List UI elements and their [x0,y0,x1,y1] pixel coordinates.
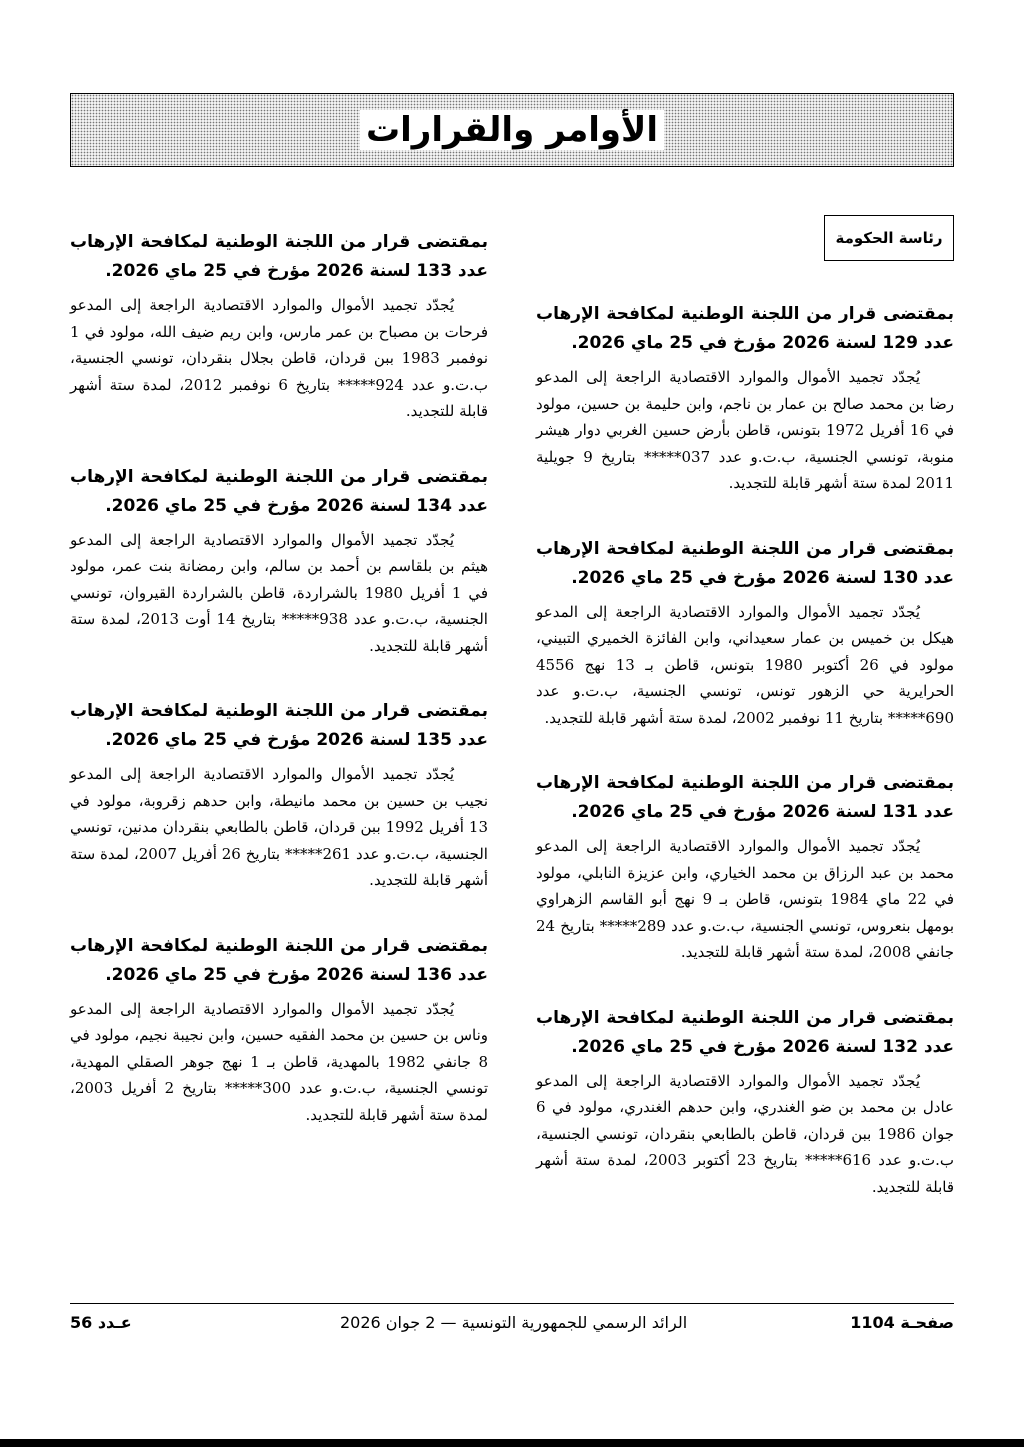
decision-title: بمقتضى قرار من اللجنة الوطنية لمكافحة الإرهاب عدد 131 لسنة 2026 مؤرخ في 25 ماي 2026. [536,773,954,822]
decision-body: يُجدّد تجميد الأموال والموارد الاقتصادية الراجعة إلى المدعو نجيب بن حسين بن محمد مانيطة، وابن حدهم زقروبة، مولود في 13 أفريل 1992 ببن قردان، قاطن بالطابعي بنقردان مدنين، تونسي الجنسية، ب.ت.و عدد 261***** بتاريخ 26 أفريل 2007، لمدة ستة أشهر قابلة للتجديد. [70,765,488,889]
decision-136 [70,932,488,1129]
decision-130 [536,535,954,732]
decision-body: يُجدّد تجميد الأموال والموارد الاقتصادية الراجعة إلى المدعو وناس بن حسين بن محمد الفقيه حسين، وابن نجيبة نجيم، مولود في 8 جانفي 1982 بالمهدية، قاطن بـ 1 نهج جوهر الصقلي المهدية، تونسي الجنسية، ب.ت.و عدد 300***** بتاريخ 2 أفريل 2003، لمدة ستة أشهر قابلة للتجديد. [70,999,488,1124]
decision-title: بمقتضى قرار من اللجنة الوطنية لمكافحة الإرهاب عدد 135 لسنة 2026 مؤرخ في 25 ماي 2026. [70,701,488,750]
right-column [536,300,954,1238]
decision-body: يُجدّد تجميد الأموال والموارد الاقتصادية الراجعة إلى المدعو فرحات بن مصباح بن عمر مارس، وابن ريم ضيف الله، مولود في 1 نوفمبر 1983 ببن قردان، قاطن بجلال بنقردان، تونسي الجنسية، ب.ت.و عدد 924***** بتاريخ 6 نوفمبر 2012، لمدة ستة أشهر قابلة للتجديد. [70,296,488,420]
issue-number: عـدد 56 [70,1313,132,1332]
gazette-name-date: الرائد الرسمي للجمهورية التونسية — 2 جوان 2026 [340,1313,688,1332]
decision-body: يُجدّد تجميد الأموال والموارد الاقتصادية الراجعة إلى المدعو رضا بن محمد صالح بن عمار بن ناجم، وابن حليمة بن حسين، مولود في 16 أفريل 1972 بتونس، قاطن بأرض حسين الغربي دوار هيشر منوبة، تونسي الجنسية، ب.ت.و عدد 037***** بتاريخ 9 جويلية 2011 لمدة ستة أشهر قابلة للتجديد. [536,368,954,492]
decision-131 [536,769,954,966]
page-title: الأوامر والقرارات [360,110,664,150]
decision-132 [536,1004,954,1201]
decision-129 [536,300,954,497]
decision-body: يُجدّد تجميد الأموال والموارد الاقتصادية الراجعة إلى المدعو عادل بن محمد بن ضو الغندري، وابن حدهم الغندري، مولود في 6 جوان 1986 ببن قردان، قاطن بالطابعي بنقردان، تونسي الجنسية، ب.ت.و عدد 616***** بتاريخ 23 أكتوبر 2003، لمدة ستة أشهر قابلة للتجديد. [536,1071,955,1196]
decision-135 [70,697,488,894]
left-column [70,228,488,1166]
page-footer [70,1313,954,1339]
page-number: صفحـة 1104 [850,1313,954,1332]
decision-body: يُجدّد تجميد الأموال والموارد الاقتصادية الراجعة إلى المدعو هيكل بن خميس بن عمار سعيداني، وابن الفائزة الخميري التبيني، مولود في 26 أكتوبر 1980 بتونس، قاطن بـ 13 نهج 4556 الحرايرية حي الزهور تونس، تونسي الجنسية، ب.ت.و عدد 690***** بتاريخ 11 نوفمبر 2002، لمدة ستة أشهر قابلة للتجديد. [536,602,954,727]
decision-body: يُجدّد تجميد الأموال والموارد الاقتصادية الراجعة إلى المدعو هيثم بن بلقاسم بن أحمد بن سالم، وابن رمضانة بنت عمر، مولود في 1 أفريل 1980 بالشراردة، قاطن بالشراردة القيروان، تونسي الجنسية، ب.ت.و عدد 938***** بتاريخ 14 أوت 2013، لمدة ستة أشهر قابلة للتجديد. [70,530,488,655]
decision-134 [70,463,488,660]
decision-title: بمقتضى قرار من اللجنة الوطنية لمكافحة الإرهاب عدد 130 لسنة 2026 مؤرخ في 25 ماي 2026. [536,538,954,588]
decision-title: بمقتضى قرار من اللجنة الوطنية لمكافحة الإرهاب عدد 133 لسنة 2026 مؤرخ في 25 ماي 2026. [70,232,488,281]
decision-title: بمقتضى قرار من اللجنة الوطنية لمكافحة الإرهاب عدد 129 لسنة 2026 مؤرخ في 25 ماي 2026. [536,304,954,353]
header-banner [70,93,954,167]
footer-divider [70,1303,954,1304]
section-label: رئاسة الحكومة [824,215,954,261]
bottom-edge-bar [0,1439,1024,1447]
decision-title: بمقتضى قرار من اللجنة الوطنية لمكافحة الإرهاب عدد 134 لسنة 2026 مؤرخ في 25 ماي 2026. [70,466,488,516]
decision-133 [70,228,488,425]
decision-title: بمقتضى قرار من اللجنة الوطنية لمكافحة الإرهاب عدد 136 لسنة 2026 مؤرخ في 25 ماي 2026. [70,935,488,985]
decision-body: يُجدّد تجميد الأموال والموارد الاقتصادية الراجعة إلى المدعو محمد بن عبد الرزاق بن محمد الخياري، وابن عزيزة النابلي، مولود في 22 ماي 1984 بتونس، قاطن بـ 9 نهج أبو القاسم الزهراوي بومهل بنعروس، تونسي الجنسية، ب.ت.و عدد 289***** بتاريخ 24 جانفي 2008، لمدة ستة أشهر قابلة للتجديد. [536,837,954,961]
decision-title: بمقتضى قرار من اللجنة الوطنية لمكافحة الإرهاب عدد 132 لسنة 2026 مؤرخ في 25 ماي 2026. [536,1007,954,1057]
